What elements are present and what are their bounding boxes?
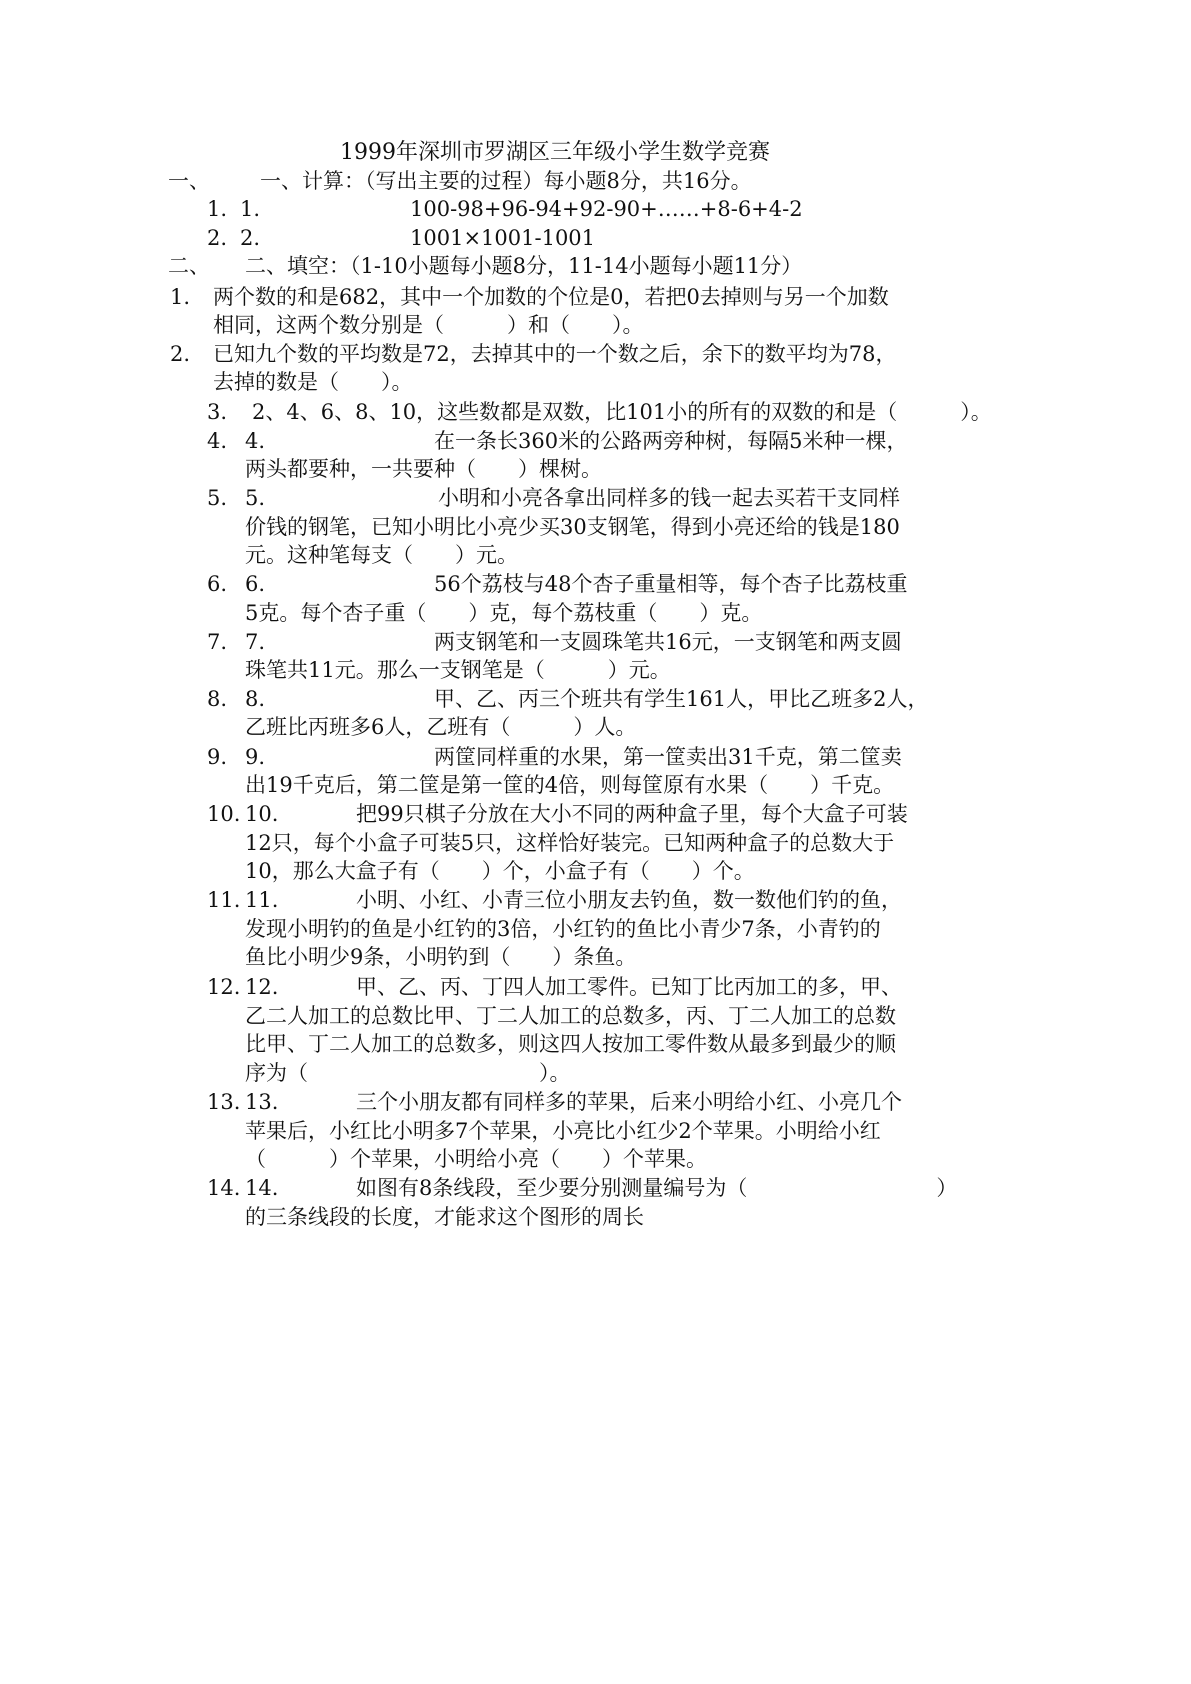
question-line: 三个小朋友都有同样多的苹果，后来小明给小红、小亮几个	[356, 1090, 902, 1114]
question-line: 如图有8条线段，至少要分别测量编号为（ ）	[356, 1176, 958, 1200]
question-subnumber: 13.	[245, 1090, 279, 1114]
question-line: 5克。每个杏子重（ ）克，每个荔枝重（ ）克。	[245, 601, 763, 625]
question-line: 在一条长360米的公路两旁种树，每隔5米种一棵，	[434, 429, 908, 453]
question-line: 序为（ ）。	[245, 1061, 571, 1085]
calc-item-num: 1.	[207, 197, 228, 221]
calc-item-text: 1001×1001-1001	[410, 226, 596, 250]
question-subnumber: 4.	[245, 429, 266, 453]
question-number: 1.	[170, 285, 191, 309]
question-number: 7.	[207, 630, 228, 654]
question-subnumber: 9.	[245, 745, 266, 769]
section2-heading: 二、填空：（1-10小题每小题8分，11-14小题每小题11分）	[245, 254, 803, 278]
question-subnumber: 12.	[245, 975, 279, 999]
section2-label: 二、	[168, 254, 210, 278]
question-line: 比甲、丁二人加工的总数多，则这四人按加工零件数从最多到最少的顺	[245, 1032, 896, 1056]
question-subnumber: 11.	[245, 888, 279, 912]
question-line: 珠笔共11元。那么一支钢笔是（ ）元。	[245, 658, 671, 682]
question-line: 10，那么大盒子有（ ）个，小盒子有（ ）个。	[245, 859, 755, 883]
question-line: 两个数的和是682，其中一个加数的个位是0，若把0去掉则与另一个加数	[213, 285, 889, 309]
question-subnumber: 8.	[245, 687, 266, 711]
question-number: 8.	[207, 687, 228, 711]
question-number: 2.	[170, 342, 191, 366]
question-line: 元。这种笔每支（ ）元。	[245, 543, 518, 567]
question-line: 小明、小红、小青三位小朋友去钓鱼，数一数他们钓的鱼，	[356, 888, 902, 912]
question-subnumber: 6.	[245, 572, 266, 596]
calc-item-text: 100-98+96-94+92-90+……+8-6+4-2	[410, 197, 803, 221]
question-line: 小明和小亮各拿出同样多的钱一起去买若干支同样	[438, 486, 900, 510]
question-line: 鱼比小明少9条，小明钓到（ ）条鱼。	[245, 945, 637, 969]
question-number: 11.	[207, 888, 241, 912]
question-subnumber: 14.	[245, 1176, 279, 1200]
section1-label: 一、	[168, 169, 210, 193]
calc-item-sub: 2.	[240, 226, 261, 250]
question-line: 乙班比丙班多6人，乙班有（ ）人。	[245, 715, 637, 739]
question-line: 发现小明钓的鱼是小红钓的3倍，小红钓的鱼比小青少7条，小青钓的	[245, 917, 881, 941]
calc-item-sub: 1.	[240, 197, 261, 221]
question-number: 10.	[207, 802, 241, 826]
question-number: 3.	[207, 400, 228, 424]
question-subnumber: 10.	[245, 802, 279, 826]
question-number: 9.	[207, 745, 228, 769]
question-number: 14.	[207, 1176, 241, 1200]
question-number: 13.	[207, 1090, 241, 1114]
question-line: 相同，这两个数分别是（ ）和（ ）。	[213, 313, 644, 337]
question-line: 两筐同样重的水果，第一筐卖出31千克，第二筐卖	[434, 745, 902, 769]
page-title: 1999年深圳市罗湖区三年级小学生数学竞赛	[340, 140, 770, 165]
question-subnumber: 7.	[245, 630, 266, 654]
question-line: 出19千克后，第二筐是第一筐的4倍，则每筐原有水果（ ）千克。	[245, 773, 895, 797]
question-line: 2、4、6、8、10，这些数都是双数，比101小的所有的双数的和是（ ）。	[252, 400, 992, 424]
question-line: 价钱的钢笔，已知小明比小亮少买30支钢笔，得到小亮还给的钱是180	[245, 515, 900, 539]
question-number: 5.	[207, 486, 228, 510]
question-line: 两头都要种，一共要种（ ）棵树。	[245, 457, 602, 481]
question-number: 4.	[207, 429, 228, 453]
question-line: 苹果后，小红比小明多7个苹果，小亮比小红少2个苹果。小明给小红	[245, 1119, 881, 1143]
section1-heading: 一、计算：（写出主要的过程）每小题8分，共16分。	[260, 169, 752, 193]
question-line: 的三条线段的长度，才能求这个图形的周长	[245, 1205, 644, 1229]
question-line: 去掉的数是（ ）。	[213, 370, 413, 394]
question-line: 56个荔枝与48个杏子重量相等，每个杏子比荔枝重	[434, 572, 908, 596]
question-number: 6.	[207, 572, 228, 596]
question-number: 12.	[207, 975, 241, 999]
question-line: 甲、乙、丙三个班共有学生161人，甲比乙班多2人，	[434, 687, 929, 711]
question-line: 甲、乙、丙、丁四人加工零件。已知丁比丙加工的多，甲、	[356, 975, 902, 999]
calc-item-num: 2.	[207, 226, 228, 250]
question-line: 把99只棋子分放在大小不同的两种盒子里，每个大盒子可装	[356, 802, 908, 826]
question-line: 12只，每个小盒子可装5只，这样恰好装完。已知两种盒子的总数大于	[245, 831, 895, 855]
question-line: 两支钢笔和一支圆珠笔共16元，一支钢笔和两支圆	[434, 630, 902, 654]
question-line: 乙二人加工的总数比甲、丁二人加工的总数多，丙、丁二人加工的总数	[245, 1004, 896, 1028]
question-subnumber: 5.	[245, 486, 266, 510]
question-line: （ ）个苹果，小明给小亮（ ）个苹果。	[245, 1147, 707, 1171]
question-line: 已知九个数的平均数是72，去掉其中的一个数之后，余下的数平均为78，	[213, 342, 897, 366]
